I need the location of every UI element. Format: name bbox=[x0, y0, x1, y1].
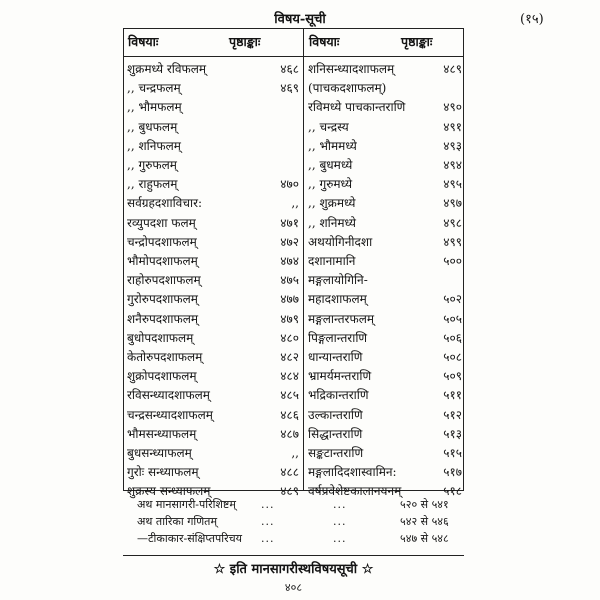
left-page-header: पृष्ठाङ्काः bbox=[229, 34, 261, 49]
end-of-index: ☆ इति मानसागरीस्थविषयसूची ☆ bbox=[213, 562, 374, 577]
entry-subject: महादशाफलम् bbox=[308, 292, 367, 307]
toc-entry bbox=[308, 79, 462, 98]
entry-subject: ,, शुक्रमध्ये bbox=[308, 196, 356, 211]
left-subject-header: विषयाः bbox=[128, 34, 159, 49]
entry-page: ४८२ bbox=[280, 350, 299, 364]
header-rule bbox=[123, 56, 464, 57]
toc-entry bbox=[308, 252, 462, 271]
toc-entry bbox=[308, 463, 462, 482]
entry-page: ४९५ bbox=[443, 177, 462, 192]
entry-subject: रव्युपदशा फलम् bbox=[127, 215, 196, 230]
entry-page: ४९३ bbox=[443, 138, 462, 153]
entry-page: ४७१ bbox=[280, 215, 299, 230]
entry-subject: ,, गुरुमध्ये bbox=[308, 177, 353, 192]
entry-subject: मङ्गलादिदशास्वामिन: bbox=[308, 465, 397, 480]
toc-entry bbox=[127, 118, 299, 137]
toc-entry bbox=[127, 425, 299, 444]
appendix-label: अथ मानसागरी-परिशिष्टम् bbox=[137, 498, 236, 511]
entry-page: ,, bbox=[291, 196, 299, 211]
leader-dots: ... bbox=[333, 532, 347, 545]
entry-subject: ,, शनिमध्ये bbox=[308, 215, 357, 230]
entry-page: ४८८ bbox=[280, 465, 299, 480]
entry-subject: धान्यान्तराणि bbox=[308, 350, 363, 364]
entry-subject: सिद्धान्तराणि bbox=[308, 426, 363, 441]
entry-subject: गुरोरुपदशाफलम् bbox=[127, 292, 198, 307]
folio-number: ४०८ bbox=[284, 581, 303, 594]
leader-dots: ... bbox=[261, 498, 275, 511]
toc-entry bbox=[308, 118, 462, 137]
appendix-range: ५२० से ५४१ bbox=[400, 498, 449, 511]
entry-page: ४७५ bbox=[280, 273, 299, 288]
entry-subject: सङ्कटान्तराणि bbox=[308, 446, 364, 460]
toc-entry bbox=[127, 194, 299, 213]
toc-entry bbox=[127, 386, 299, 405]
toc-entry bbox=[127, 271, 299, 290]
toc-entry bbox=[127, 60, 299, 79]
entry-subject: (पाचकदशाफलम्) bbox=[308, 81, 387, 96]
entry-page: ४८० bbox=[280, 330, 299, 345]
entry-page: ४९९ bbox=[443, 234, 462, 249]
toc-entry bbox=[127, 79, 299, 98]
entry-page: ,, bbox=[291, 446, 299, 460]
appendix-entry bbox=[137, 530, 467, 547]
toc-entry bbox=[127, 367, 299, 386]
entry-subject: भद्रिकान्तराणि bbox=[308, 388, 369, 403]
toc-entry bbox=[308, 233, 462, 252]
entry-subject: भ्रामर्यमन्तराणि bbox=[308, 369, 372, 384]
entry-subject: केतोरुपदशाफलम् bbox=[127, 350, 203, 364]
toc-entry bbox=[127, 406, 299, 425]
entry-subject: दशानामानि bbox=[308, 254, 356, 268]
toc-entry bbox=[127, 463, 299, 482]
entry-subject: चन्द्रोपदशाफलम् bbox=[127, 234, 197, 249]
entry-page: ४६८ bbox=[280, 62, 299, 76]
entry-page: ४७४ bbox=[280, 254, 299, 268]
entry-subject: शनिसन्ध्यादशाफलम् bbox=[308, 62, 395, 76]
entry-subject: भौमसन्ध्याफलम् bbox=[127, 426, 197, 441]
appendix-range: ५४२ से ५४६ bbox=[400, 515, 449, 528]
entry-page: ५१२ bbox=[443, 407, 462, 422]
entry-page: ४९७ bbox=[443, 196, 462, 211]
toc-entry bbox=[127, 156, 299, 175]
page-title: विषय-सूची bbox=[274, 12, 326, 27]
entry-subject: चन्द्रसन्ध्यादशाफलम् bbox=[127, 407, 213, 422]
entry-subject: उल्कान्तराणि bbox=[308, 407, 363, 422]
column-divider bbox=[303, 28, 304, 491]
toc-entry bbox=[308, 98, 462, 117]
end-rule bbox=[123, 555, 464, 556]
entry-subject: बुधसन्ध्याफलम् bbox=[127, 446, 192, 460]
toc-entry bbox=[127, 290, 299, 309]
entry-subject: शुक्रस्य सन्ध्याफलम् bbox=[127, 484, 211, 499]
toc-entry bbox=[308, 367, 462, 386]
toc-entry bbox=[308, 137, 462, 156]
entry-subject: गुरोः सन्ध्याफलम् bbox=[127, 465, 199, 480]
entry-page: ४७२ bbox=[280, 234, 299, 249]
entry-subject: सर्वग्रहदशाविचार: bbox=[127, 196, 203, 211]
appendix-label: —टीकाकार-संक्षिप्तपरिचय bbox=[137, 532, 242, 545]
leader-dots: ... bbox=[333, 498, 347, 511]
appendix-entry bbox=[137, 513, 467, 530]
entry-subject: शुक्रोपदशाफलम् bbox=[127, 369, 197, 384]
entry-subject: शनैरुपदशाफलम् bbox=[127, 311, 199, 326]
entry-page: ५११ bbox=[443, 388, 462, 403]
entry-page: ५१३ bbox=[443, 426, 462, 441]
entry-page: ४८७ bbox=[280, 426, 299, 441]
entry-subject: पिङ्गलान्तराणि bbox=[308, 330, 368, 345]
toc-entry bbox=[127, 137, 299, 156]
toc-entry bbox=[127, 98, 299, 117]
entry-page: ५०६ bbox=[443, 330, 462, 345]
entry-page: ५१८ bbox=[443, 484, 462, 499]
toc-entry bbox=[308, 290, 462, 309]
entry-page: ४९४ bbox=[443, 158, 462, 172]
entry-subject: ,, भौमफलम् bbox=[127, 100, 182, 115]
entry-subject: रविमध्ये पाचकान्तराणि bbox=[308, 100, 406, 115]
toc-entry bbox=[127, 175, 299, 194]
page-number: (१५) bbox=[520, 12, 544, 27]
appendix-entry bbox=[137, 496, 467, 513]
entry-subject: ,, चन्द्रफलम् bbox=[127, 81, 181, 96]
toc-entry bbox=[127, 329, 299, 348]
entry-page: ४८४ bbox=[280, 369, 299, 384]
toc-entry bbox=[127, 252, 299, 271]
entry-subject: रविसन्ध्यादशाफलम् bbox=[127, 388, 210, 403]
appendix-range: ५४७ से ५४८ bbox=[400, 532, 449, 545]
entry-page: ४९१ bbox=[443, 119, 462, 134]
leader-dots: ... bbox=[333, 515, 347, 528]
entry-page: ४७७ bbox=[280, 292, 299, 307]
toc-entry bbox=[308, 60, 462, 79]
entry-subject: ,, राहुफलम् bbox=[127, 177, 178, 192]
entry-page: ४८९ bbox=[280, 484, 299, 499]
entry-subject: राहोरुपदशाफलम् bbox=[127, 273, 201, 288]
toc-entry bbox=[308, 406, 462, 425]
entry-subject: बुधोपदशाफलम् bbox=[127, 330, 194, 345]
toc-entry bbox=[308, 386, 462, 405]
leader-dots: ... bbox=[261, 515, 275, 528]
entry-page: ४७० bbox=[280, 177, 299, 192]
entry-subject: मङ्गलान्तरफलम् bbox=[308, 311, 375, 326]
toc-entry bbox=[308, 310, 462, 329]
entry-page: ५०९ bbox=[443, 369, 462, 384]
toc-entry bbox=[308, 156, 462, 175]
entry-page: ५०२ bbox=[443, 292, 462, 307]
entry-page: ४९८ bbox=[443, 215, 462, 230]
entry-subject: ,, भौममध्ये bbox=[308, 138, 357, 153]
toc-entry bbox=[308, 271, 462, 290]
entry-subject: वर्षप्रवेशेष्टकालानयनम् bbox=[308, 484, 402, 499]
toc-entry bbox=[308, 444, 462, 463]
right-subject-header: विषयाः bbox=[309, 34, 340, 49]
entry-page: ५१५ bbox=[443, 446, 462, 460]
entry-page: ५१७ bbox=[443, 465, 462, 480]
toc-entry bbox=[308, 348, 462, 367]
entry-page: ५०५ bbox=[443, 311, 462, 326]
entry-subject: ,, गुरुफलम् bbox=[127, 158, 177, 172]
right-page-header: पृष्ठाङ्काः bbox=[401, 34, 433, 49]
toc-entry bbox=[308, 194, 462, 213]
entry-page: ४८५ bbox=[280, 388, 299, 403]
leader-dots: ... bbox=[261, 532, 275, 545]
entry-subject: शुक्रमध्ये रविफलम् bbox=[127, 62, 207, 76]
entry-page: ४९० bbox=[443, 100, 462, 115]
toc-entry bbox=[308, 214, 462, 233]
entry-subject: ,, बुधमध्ये bbox=[308, 158, 353, 172]
entry-page: ४६९ bbox=[280, 81, 299, 96]
entry-page: ४८६ bbox=[280, 407, 299, 422]
entry-subject: ,, चन्द्रस्य bbox=[308, 119, 349, 134]
toc-entry bbox=[127, 214, 299, 233]
toc-entry bbox=[127, 348, 299, 367]
entry-page: ४७९ bbox=[280, 311, 299, 326]
entry-subject: मङ्गलायोगिनि- bbox=[308, 273, 368, 288]
toc-entry bbox=[308, 329, 462, 348]
toc-entry bbox=[127, 310, 299, 329]
toc-entry bbox=[127, 233, 299, 252]
toc-entry bbox=[308, 425, 462, 444]
entry-subject: ,, शनिफलम् bbox=[127, 138, 181, 153]
entry-page: ५०० bbox=[443, 254, 462, 268]
entry-page: ५०८ bbox=[443, 350, 462, 364]
toc-entry bbox=[308, 175, 462, 194]
toc-entry bbox=[127, 444, 299, 463]
entry-subject: ,, बुधफलम् bbox=[127, 119, 178, 134]
entry-page: ४८९ bbox=[443, 62, 462, 76]
entry-subject: भौमोपदशाफलम् bbox=[127, 254, 198, 268]
appendix-label: अथ तारिका गणितम् bbox=[137, 515, 218, 528]
entry-subject: अथयोगिनीदशा bbox=[308, 234, 373, 249]
